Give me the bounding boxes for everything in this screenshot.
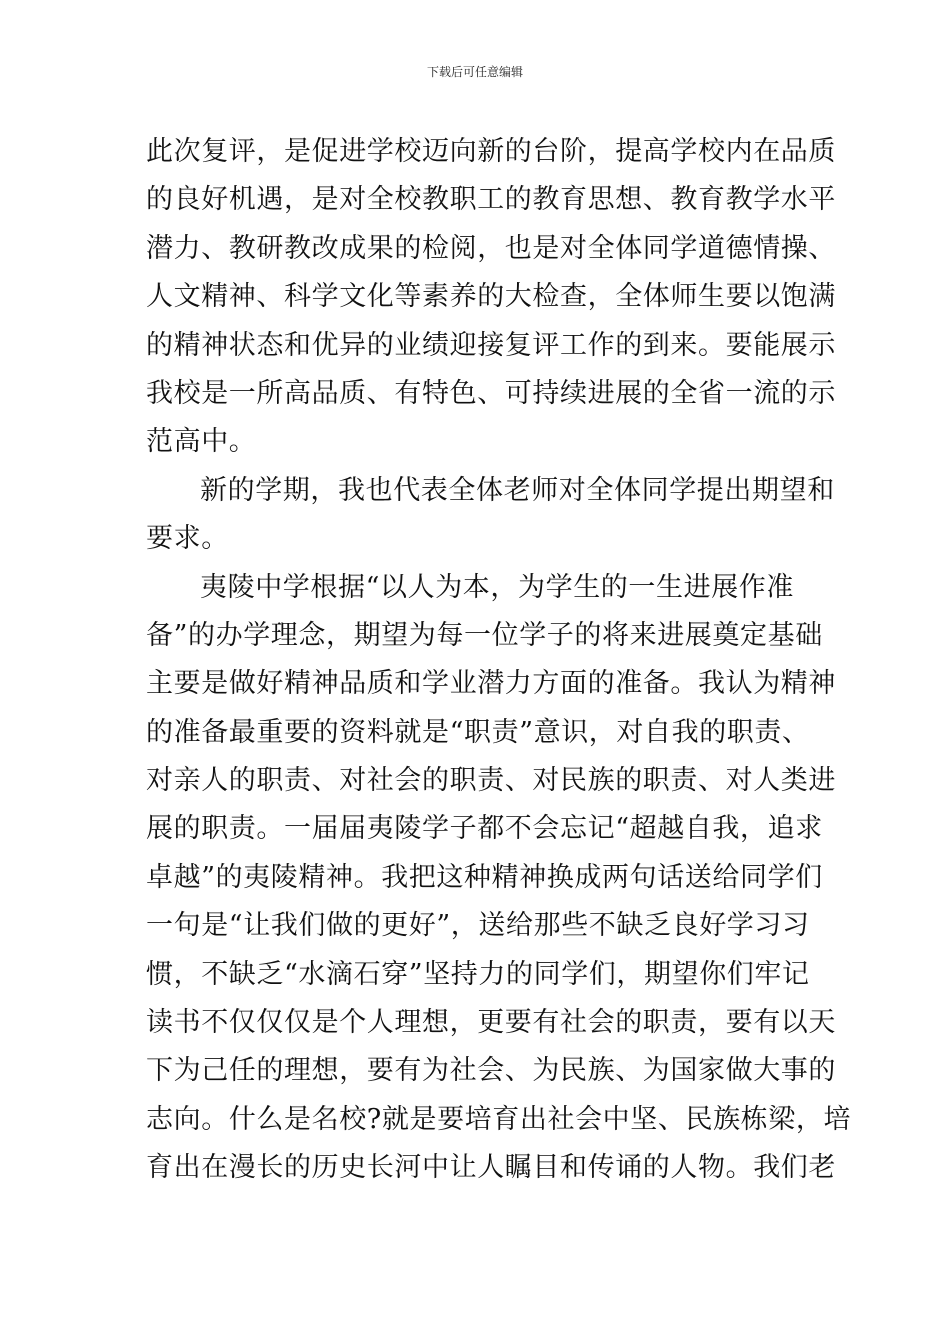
- text-line: 读书不仅仅仅是个人理想，更要有社会的职责，要有以天: [146, 1007, 836, 1039]
- text-line: 的准备最重要的资料就是“职责”意识，对自我的职责、: [146, 716, 810, 748]
- text-line: 要求。: [146, 523, 229, 555]
- text-line: 育出在漫长的历史长河中让人瞩目和传诵的人物。我们老: [146, 1152, 836, 1184]
- text-line: 对亲人的职责、对社会的职责、对民族的职责、对人类进: [146, 765, 836, 797]
- text-line: 主要是做好精神品质和学业潜力方面的准备。我认为精神: [146, 668, 836, 700]
- text-line: 一句是“让我们做的更好”，送给那些不缺乏良好学习习: [146, 910, 810, 942]
- text-line: 潜力、教研教改成果的检阅，也是对全体同学道德情操、: [146, 232, 836, 264]
- text-line: 展的职责。一届届夷陵学子都不会忘记“超越自我，追求: [146, 813, 823, 845]
- text-line: 范高中。: [146, 426, 257, 458]
- page-header: 下载后可任意编辑: [426, 65, 523, 79]
- paragraph-start-line: 夷陵中学根据“以人为本，为学生的一生进展作准: [200, 571, 795, 603]
- text-line: 卓越”的夷陵精神。我把这种精神换成两句话送给同学们: [146, 861, 823, 893]
- text-line: 志向。什么是名校?就是要培育出社会中坚、民族栋梁，培: [146, 1103, 852, 1135]
- text-line: 我校是一所高品质、有特色、可持续进展的全省一流的示: [146, 377, 836, 409]
- text-line: 的精神状态和优异的业绩迎接复评工作的到来。要能展示: [146, 329, 836, 361]
- text-line: 此次复评，是促进学校迈向新的台阶，提高学校内在品质: [146, 136, 836, 167]
- document-body: [146, 128, 852, 1193]
- text-line: 惯，不缺乏“水滴石穿”坚持力的同学们，期望你们牢记: [146, 958, 810, 990]
- text-line: 下为己任的理想，要有为社会、为民族、为国家做大事的: [146, 1055, 836, 1087]
- text-line: 人文精神、科学文化等素养的大检查，全体师生要以饱满: [146, 281, 836, 313]
- text-line: 的良好机遇，是对全校教职工的教育思想、教育教学水平: [146, 184, 836, 216]
- paragraph-start-line: 新的学期，我也代表全体老师对全体同学提出期望和: [200, 474, 835, 506]
- text-line: 备”的办学理念，期望为每一位学子的将来进展奠定基础: [146, 619, 823, 651]
